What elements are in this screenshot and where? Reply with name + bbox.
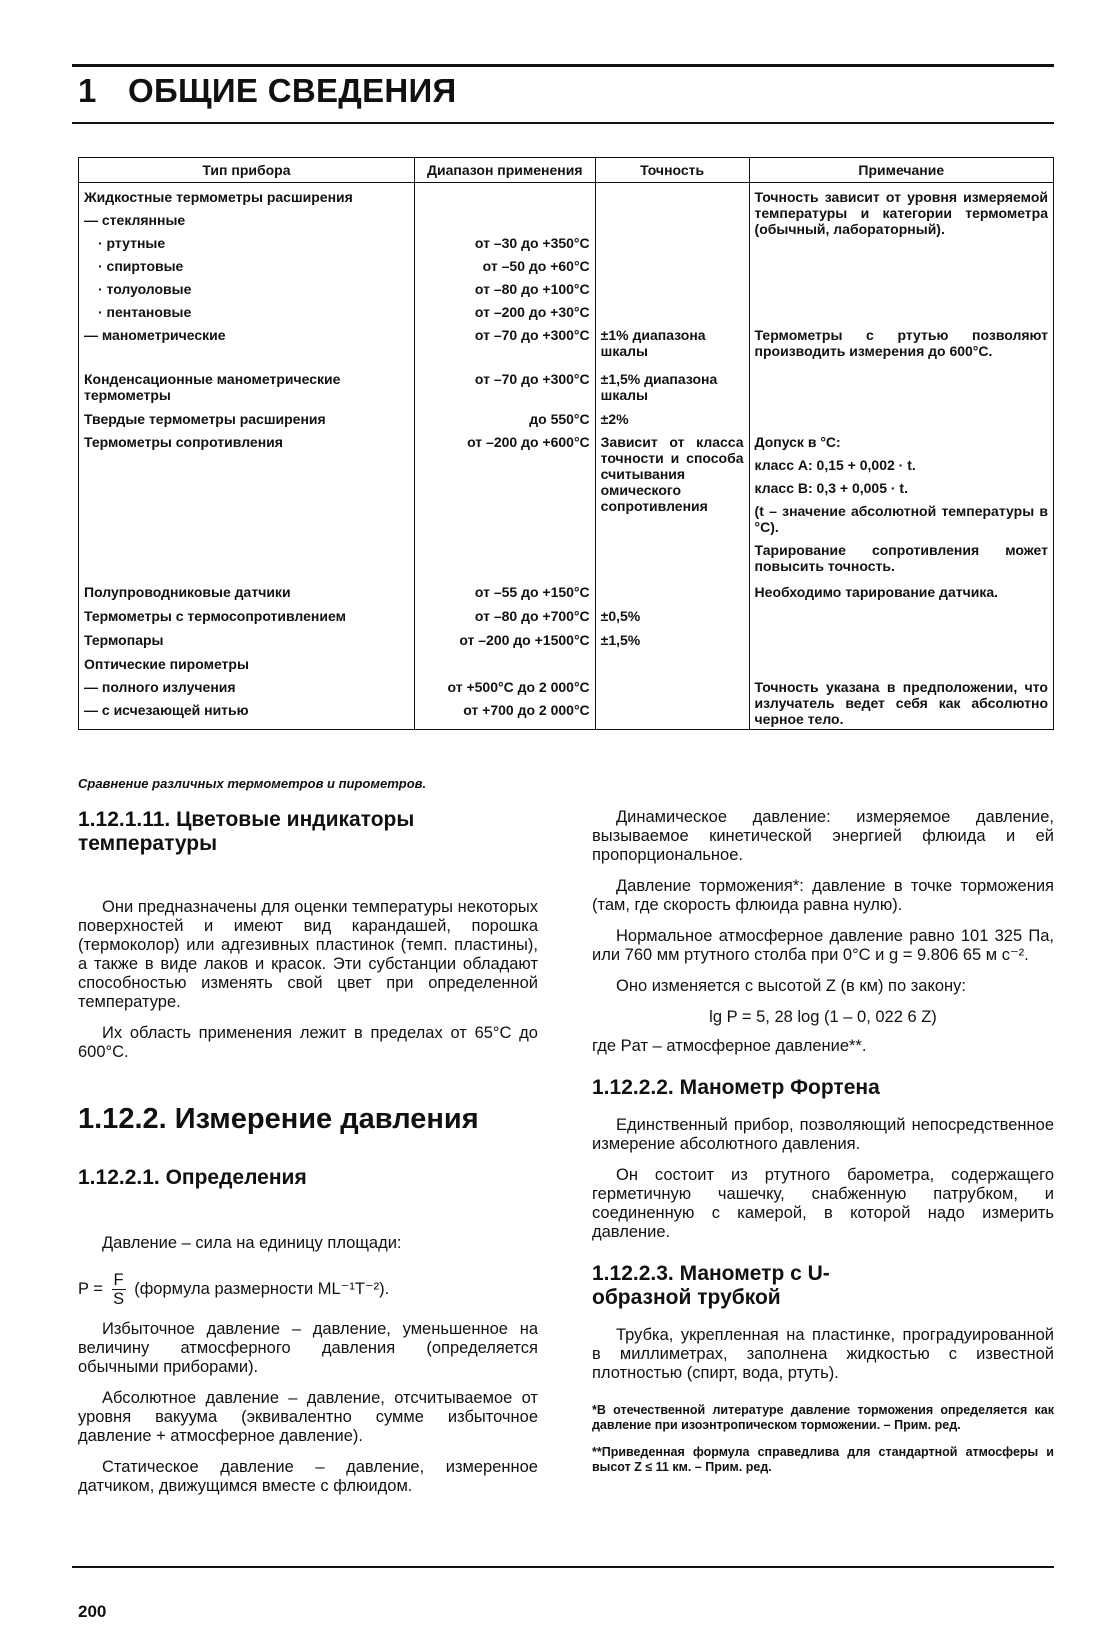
paragraph: Они предназначены для оценки температуры некоторых поверхностей и имеют вид карандашей, порошка (термоколор) или адгезивных пластинок (темп. пластины), а также в виде лаков и красок. Эти субстанции обладают способностью изменять свой цвет при определенной температуре. — [78, 898, 538, 1011]
paragraph: Абсолютное давление – давление, отсчитываемое от уровня вакуума (эквивалентно сумме избыточное давление + атмосферное давление). — [78, 1389, 538, 1445]
paragraph: Статическое давление – давление, измеренное датчиком, движущимся вместе с флюидом. — [78, 1458, 538, 1495]
paragraph: Давление – сила на единицу площади: — [102, 1234, 402, 1252]
cell-note: Тарирование сопротивления может повысить точность. — [754, 542, 1048, 574]
cell-type: · ртутные — [98, 235, 166, 251]
footnote: **Приведенная формула справедлива для стандартной атмосферы и высот Z ≤ 11 км. – Прим. ред. — [592, 1445, 1054, 1474]
cell-type: — манометрические — [84, 327, 226, 343]
heading-color-indicators: 1.12.1.11. Цветовые индикаторы температуры — [78, 808, 415, 855]
page-number: 200 — [78, 1602, 107, 1621]
paragraph: Трубка, укрепленная на пластинке, проградуированной в миллиметрах, заполнена жидкостью с известной плотностью (спирт, вода, ртуть). — [592, 1326, 1054, 1382]
cell-type: Твердые термометры расширения — [84, 411, 326, 427]
altitude-formula: lg P = 5, 28 log (1 – 0, 022 6 Z) — [709, 1008, 937, 1026]
table-row — [79, 650, 1054, 730]
bottom-rule — [72, 1566, 1054, 1568]
table-caption: Сравнение различных термометров и пирометров. — [78, 776, 427, 791]
pressure-formula — [78, 1271, 538, 1308]
formula-denominator: S — [113, 1290, 125, 1308]
paragraph: Их область применения лежит в пределах от 65°С до 600°С. — [78, 1024, 538, 1061]
cell-range: от –50 до +60°С — [482, 258, 590, 274]
formula-fraction — [112, 1271, 126, 1308]
header-type: Тип прибора — [79, 158, 415, 183]
cell-accuracy: ±1% диапазона шкалы — [600, 327, 706, 359]
paragraph: Нормальное атмосферное давление равно 101 325 Па, или 760 мм ртутного столба при 0°С и g = 9.806 65 м с⁻². — [592, 927, 1054, 964]
table-row — [79, 183, 1054, 362]
cell-range: до 550°С — [529, 411, 590, 427]
cell-range: от –80 до +100°С — [474, 281, 590, 297]
cell-note: класс В: 0,3 + 0,005 · t. — [754, 480, 908, 496]
top-rule — [72, 64, 1054, 67]
cell-note: Допуск в °С: — [754, 434, 841, 450]
heading-fortin-barometer: 1.12.2.2. Манометр Фортена — [592, 1076, 880, 1099]
table-row — [79, 576, 1054, 602]
paragraph: Давление торможения*: давление в точке торможения (там, где скорость флюида равна нулю). — [592, 877, 1054, 914]
cell-type: · спиртовые — [98, 258, 184, 274]
heading-definitions: 1.12.2.1. Определения — [78, 1166, 307, 1189]
cell-type: — с исчезающей нитью — [84, 702, 249, 718]
table-header-row — [79, 158, 1054, 183]
cell-range: от +500°С до 2 000°С — [447, 679, 590, 695]
cell-accuracy: ±1,5% диапазона шкалы — [600, 371, 718, 403]
cell-range: от –30 до +350°С — [474, 235, 590, 251]
heading-rule — [72, 122, 1054, 124]
formula-numerator: F — [113, 1271, 124, 1289]
cell-type: — стеклянные — [84, 212, 186, 228]
paragraph: Оно изменяется с высотой Z (в км) по закону: — [616, 977, 966, 995]
left-column — [78, 808, 538, 1508]
cell-range: от +700 до 2 000°С — [463, 702, 590, 718]
cell-note: Точность указана в предположении, что излучатель ведет себя как абсолютно черное тело. — [754, 679, 1048, 727]
header-range: Диапазон применения — [414, 158, 595, 183]
chapter-heading — [78, 72, 457, 110]
heading-pressure-measurement: 1.12.2. Измерение давления — [78, 1103, 479, 1135]
cell-note: (t – значение абсолютной температуры в °С). — [754, 503, 1048, 535]
footnote: *В отечественной литературе давление торможения определяется как давление при изоэнтропическом торможении. – Прим. ред. — [592, 1403, 1054, 1432]
cell-type: Термометры с термосопротивлением — [84, 608, 346, 624]
table-row — [79, 429, 1054, 576]
heading-u-tube-manometer: 1.12.2.3. Манометр с U-образной трубкой — [592, 1262, 830, 1309]
cell-type: Жидкостные термометры расширения — [84, 189, 353, 205]
right-column — [592, 808, 1054, 1487]
cell-range: от –80 до +700°С — [474, 608, 590, 624]
chapter-title: ОБЩИЕ СВЕДЕНИЯ — [128, 72, 457, 109]
cell-range: от –200 до +1500°С — [459, 632, 590, 648]
cell-note: Термометры с ртутью позволяют производить измерения до 600°С. — [754, 327, 1048, 359]
cell-type: Оптические пирометры — [84, 656, 249, 672]
cell-type: Термометры сопротивления — [84, 434, 283, 450]
cell-accuracy: ±1,5% — [600, 632, 641, 648]
header-note: Примечание — [749, 158, 1053, 183]
cell-range — [420, 212, 590, 228]
cell-type: Полупроводниковые датчики — [84, 584, 291, 600]
cell-range — [420, 189, 590, 205]
cell-note: Точность зависит от уровня измеряемой температуры и категории термометра (обычный, лабораторный). — [754, 189, 1048, 237]
cell-range: от –55 до +150°С — [474, 584, 590, 600]
cell-accuracy: ±0,5% — [600, 608, 641, 624]
paragraph: Единственный прибор, позволяющий непосредственное измерение абсолютного давления. — [592, 1116, 1054, 1153]
table-row — [79, 405, 1054, 429]
table-row — [79, 626, 1054, 650]
formula-rhs: (формула размерности ML⁻¹T⁻²). — [134, 1279, 390, 1298]
cell-type: Конденсационные манометрические термометры — [84, 371, 341, 403]
table-row — [79, 361, 1054, 405]
comparison-table — [78, 157, 1054, 730]
cell-note: Необходимо тарирование датчика. — [754, 584, 999, 600]
paragraph: где Pат – атмосферное давление**. — [592, 1037, 867, 1055]
table-row — [79, 602, 1054, 626]
paragraph: Избыточное давление – давление, уменьшенное на величину атмосферного давления (определяется обычными приборами). — [78, 1320, 538, 1376]
cell-range: от –70 до +300°С — [474, 327, 590, 343]
cell-range: от –70 до +300°С — [474, 371, 590, 387]
formula-lhs: P = — [78, 1279, 103, 1298]
paragraph: Динамическое давление: измеряемое давление, вызываемое кинетической энергией флюида и ей пропорциональное. — [592, 808, 1054, 864]
cell-type: — полного излучения — [84, 679, 236, 695]
cell-range: от –200 до +30°С — [474, 304, 590, 320]
paragraph: Он состоит из ртутного барометра, содержащего герметичную чашечку, снабженную патрубком, и соединенную с камерой, в которой надо измерить давление. — [592, 1166, 1054, 1241]
cell-type: Термопары — [84, 632, 164, 648]
cell-type: · пентановые — [98, 304, 192, 320]
cell-note: класс А: 0,15 + 0,002 · t. — [754, 457, 916, 473]
cell-accuracy: Зависит от класса точности и способа считывания омического сопротивления — [600, 434, 744, 514]
chapter-number: 1 — [78, 72, 97, 109]
header-accuracy: Точность — [595, 158, 749, 183]
cell-range — [420, 656, 590, 672]
cell-accuracy: ±2% — [600, 411, 629, 427]
cell-range: от –200 до +600°С — [467, 434, 590, 450]
cell-type: · толуоловые — [98, 281, 192, 297]
